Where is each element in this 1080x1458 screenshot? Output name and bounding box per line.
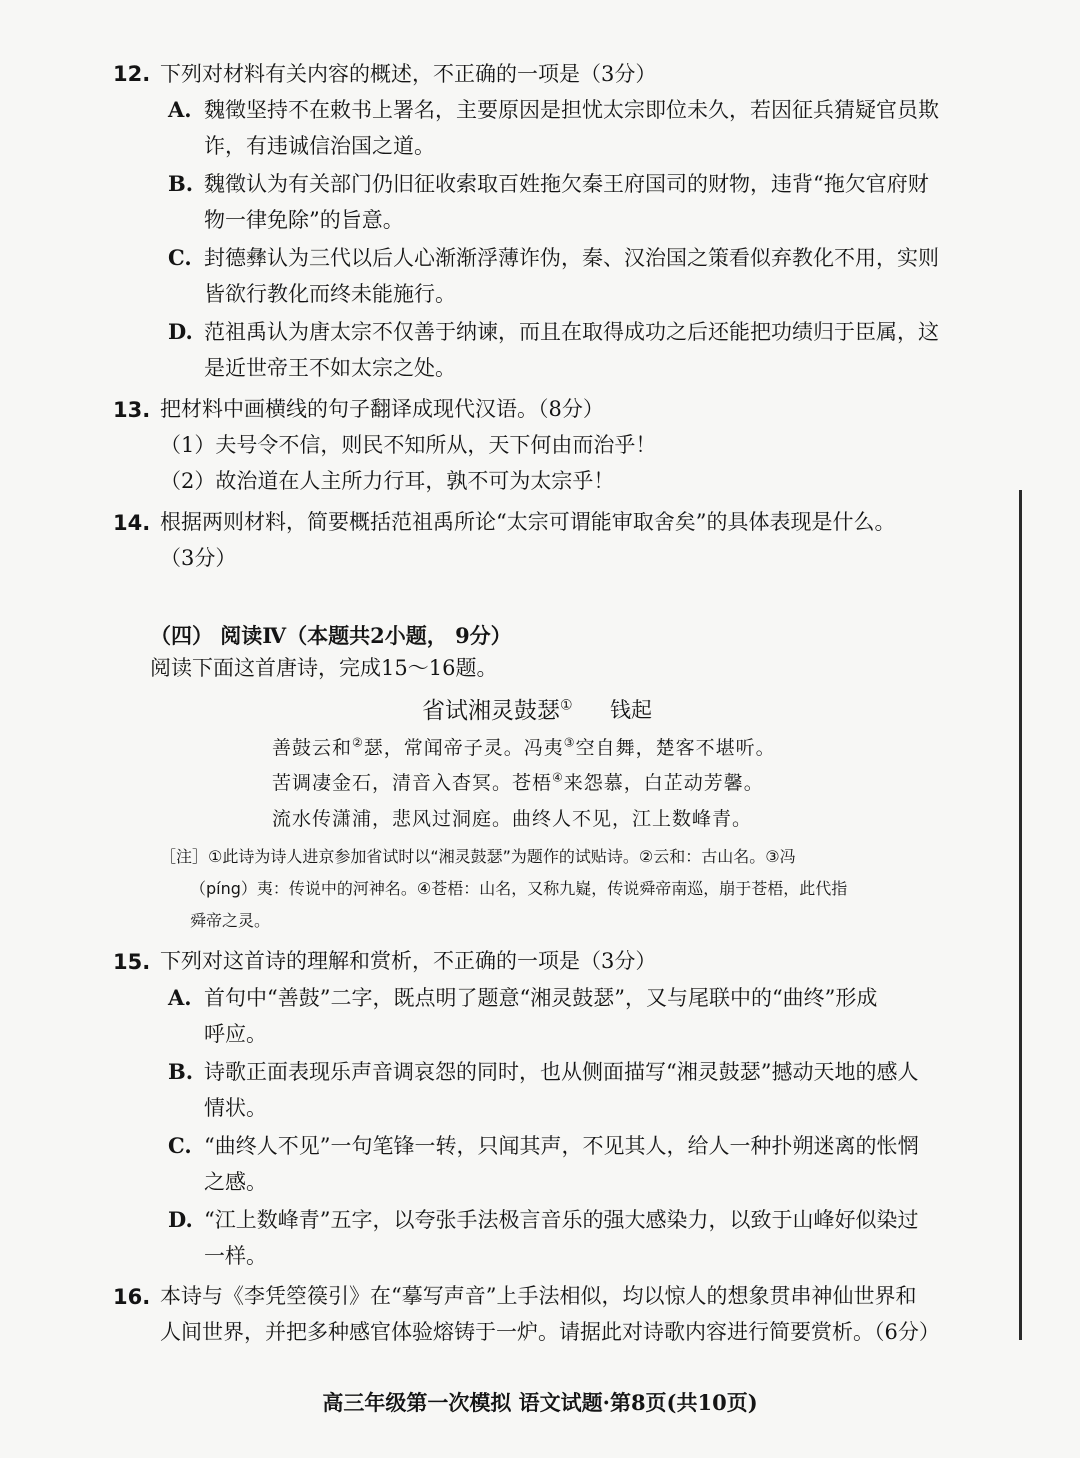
page-edge-line bbox=[1019, 490, 1022, 1340]
option-text-line: 物一律免除”的旨意。 bbox=[204, 208, 404, 232]
option-text-line: “江上数峰青”五字，以夸张手法极言音乐的强大感染力，以致于山峰好似染过 bbox=[204, 1208, 919, 1232]
section-heading: （四） 阅读Ⅳ（本题共2小题， 9分） bbox=[150, 623, 512, 648]
option-letter: B. bbox=[168, 171, 194, 196]
question-14-line-1: 根据两则材料，简要概括范祖禹所论“太宗可谓能审取舍矣”的具体表现是什么。 bbox=[160, 510, 896, 534]
option-text-line: 情状。 bbox=[204, 1096, 267, 1120]
question-16-number: 16. bbox=[113, 1285, 151, 1309]
poem-note-line-3: 舜帝之灵。 bbox=[190, 911, 271, 930]
option-letter: B. bbox=[168, 1059, 194, 1084]
option-letter: A. bbox=[168, 97, 192, 122]
question-15-option-d bbox=[168, 1202, 988, 1274]
question-15-option-a bbox=[168, 980, 988, 1052]
option-letter: D. bbox=[168, 1207, 193, 1232]
footnote-mark: ② bbox=[352, 735, 364, 750]
question-12-number: 12. bbox=[113, 62, 151, 86]
footnote-mark: ③ bbox=[563, 735, 576, 750]
option-text-line: 呼应。 bbox=[204, 1022, 267, 1046]
question-14-number: 14. bbox=[113, 511, 151, 535]
option-letter: A. bbox=[168, 985, 192, 1010]
poem-author: 钱起 bbox=[610, 698, 652, 722]
section-intro: 阅读下面这首唐诗，完成15～16题。 bbox=[150, 656, 498, 680]
poem-line-1 bbox=[272, 733, 776, 760]
option-text-line: 诈，有违诚信治国之道。 bbox=[204, 134, 435, 158]
question-13-stem: 把材料中画横线的句子翻译成现代汉语。（8分） bbox=[160, 397, 604, 421]
question-13-item-2: （2）故治道在人主所力行耳，孰不可为太宗乎！ bbox=[160, 469, 615, 493]
question-12-option-a bbox=[168, 92, 988, 164]
poem-title-footnote-mark: ① bbox=[560, 697, 573, 714]
poem-line-2 bbox=[272, 768, 764, 795]
option-letter: C. bbox=[168, 1133, 192, 1158]
question-15-stem: 下列对这首诗的理解和赏析，不正确的一项是（3分） bbox=[160, 949, 657, 973]
question-12-option-b bbox=[168, 166, 988, 238]
option-text-line: 是近世帝王不如太宗之处。 bbox=[204, 356, 456, 380]
poem-title-text: 省试湘灵鼓瑟 bbox=[422, 698, 560, 724]
question-12-stem: 下列对材料有关内容的概述，不正确的一项是（3分） bbox=[160, 62, 657, 86]
footnote-mark: ④ bbox=[552, 770, 564, 785]
poem-text: 空自舞，楚客不堪听。 bbox=[575, 737, 776, 759]
question-16-line-1: 本诗与《李凭箜篌引》在“摹写声音”上手法相似，均以惊人的想象贯串神仙世界和 bbox=[160, 1284, 917, 1308]
option-text-line: 皆欲行教化而终未能施行。 bbox=[204, 282, 456, 306]
option-text-line: 诗歌正面表现乐声音调哀怨的同时，也从侧面描写“湘灵鼓瑟”撼动天地的感人 bbox=[204, 1060, 919, 1084]
poem-text: 来怨慕，白芷动芳馨。 bbox=[563, 772, 764, 794]
option-text-line: 范祖禹认为唐太宗不仅善于纳谏，而且在取得成功之后还能把功绩归于臣属，这 bbox=[204, 320, 939, 344]
question-13-item-1: （1）夫号令不信，则民不知所从，天下何由而治乎！ bbox=[160, 433, 657, 457]
question-15-option-b bbox=[168, 1054, 988, 1126]
poem-title bbox=[422, 692, 573, 725]
question-13-number: 13. bbox=[113, 398, 151, 422]
question-12-option-d bbox=[168, 314, 988, 386]
poem-note-line-1: ［注］①此诗为诗人进京参加省试时以“湘灵鼓瑟”为题作的试贴诗。②云和：古山名。③冯 bbox=[160, 847, 796, 866]
option-text-line: “曲终人不见”一句笔锋一转，只闻其声，不见其人，给人一种扑朔迷离的怅惘 bbox=[204, 1134, 919, 1158]
option-letter: C. bbox=[168, 245, 192, 270]
option-text-line: 魏徵坚持不在敕书上署名，主要原因是担忧太宗即位未久，若因征兵猜疑官员欺 bbox=[204, 98, 939, 122]
option-text-line: 首句中“善鼓”二字，既点明了题意“湘灵鼓瑟”，又与尾联中的“曲终”形成 bbox=[204, 986, 878, 1010]
question-15-option-c bbox=[168, 1128, 988, 1200]
option-text-line: 一样。 bbox=[204, 1244, 267, 1268]
option-text-line: 封德彝认为三代以后人心渐渐浮薄诈伪，秦、汉治国之策看似弃教化不用，实则 bbox=[204, 246, 939, 270]
question-16-line-2: 人间世界，并把多种感官体验熔铸于一炉。请据此对诗歌内容进行简要赏析。（6分） bbox=[160, 1320, 940, 1344]
option-text-line: 之感。 bbox=[204, 1170, 267, 1194]
question-12-option-c bbox=[168, 240, 988, 312]
question-15-number: 15. bbox=[113, 950, 151, 974]
poem-note-line-2: （píng）夷：传说中的河神名。④苍梧：山名，又称九嶷，传说舜帝南巡，崩于苍梧，此代指 bbox=[190, 879, 848, 898]
poem-text: 苦调凄金石，清音入杳冥。苍梧 bbox=[272, 772, 553, 794]
option-letter: D. bbox=[168, 319, 193, 344]
poem-text: 善鼓云和 bbox=[272, 737, 353, 759]
poem-text: 瑟，常闻帝子灵。冯夷 bbox=[363, 737, 564, 759]
question-14-line-2: （3分） bbox=[160, 546, 237, 570]
option-text-line: 魏徵认为有关部门仍旧征收索取百姓拖欠秦王府国司的财物，违背“拖欠官府财 bbox=[204, 172, 929, 196]
page-footer: 高三年级第一次模拟 语文试题·第8页(共10页) bbox=[322, 1390, 758, 1415]
poem-line-3: 流水传潇浦，悲风过洞庭。曲终人不见，江上数峰青。 bbox=[272, 808, 753, 830]
